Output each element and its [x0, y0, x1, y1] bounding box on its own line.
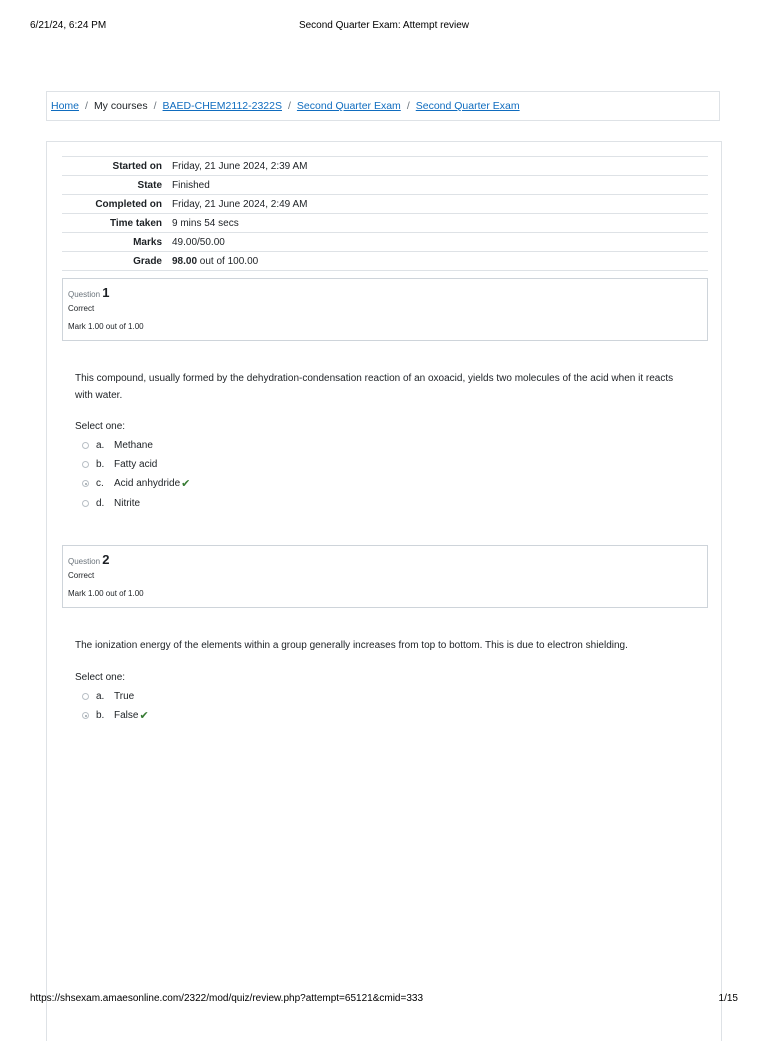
- print-page-title: Second Quarter Exam: Attempt review: [298, 20, 470, 31]
- print-url: https://shsexam.amaesonline.com/2322/mod/quiz/review.php?attempt=65121&cmid=333: [30, 993, 424, 1004]
- summary-row-time-taken: [62, 214, 708, 233]
- radio-button[interactable]: [82, 442, 89, 449]
- breadcrumb-quiz-link[interactable]: Second Quarter Exam: [415, 100, 520, 112]
- answer-option[interactable]: [82, 689, 134, 704]
- option-letter: a.: [96, 691, 105, 702]
- radio-button[interactable]: [82, 461, 89, 468]
- answer-option[interactable]: [82, 457, 157, 472]
- print-datetime: 6/21/24, 6:24 PM: [30, 20, 107, 31]
- option-label: Methane: [114, 440, 153, 451]
- question-2-text: The ionization energy of the elements within a group generally increases from top to bottom. This is due to electron shielding.: [75, 640, 628, 651]
- option-label: Acid anhydride: [114, 478, 181, 489]
- option-letter: c.: [96, 478, 104, 489]
- option-label: Fatty acid: [114, 459, 158, 470]
- summary-label: Marks: [133, 236, 162, 248]
- radio-button[interactable]: [82, 500, 89, 507]
- summary-label: Completed on: [95, 198, 162, 210]
- option-letter: b.: [96, 459, 105, 470]
- option-label: True: [114, 691, 135, 702]
- answer-option-selected[interactable]: [82, 708, 149, 723]
- summary-label: Time taken: [109, 217, 162, 229]
- question-1-text: This compound, usually formed by the dehydration-condensation reaction of an oxoacid, yields two molecules of the acid when it reacts with water.: [75, 373, 674, 401]
- print-page-number: 1/15: [718, 993, 738, 1004]
- summary-row-grade: [62, 252, 708, 271]
- radio-button-checked[interactable]: [82, 712, 89, 719]
- question-grade: Mark 1.00 out of 1.00: [68, 322, 144, 331]
- question-number: Question 2: [68, 552, 110, 567]
- radio-button[interactable]: [82, 693, 89, 700]
- breadcrumb: [46, 91, 720, 121]
- summary-value: Friday, 21 June 2024, 2:39 AM: [172, 160, 308, 172]
- breadcrumb-separator: /: [406, 100, 410, 112]
- breadcrumb-quiz-section-link[interactable]: Second Quarter Exam: [296, 100, 401, 112]
- breadcrumb-separator: /: [288, 100, 291, 112]
- check-icon: ✔: [181, 478, 191, 490]
- breadcrumb-separator: /: [85, 100, 88, 112]
- answer-option[interactable]: [82, 496, 140, 511]
- attempt-review-content: [46, 141, 722, 1041]
- breadcrumb-my-courses: My courses: [93, 100, 148, 112]
- grade-score: 98.00: [172, 255, 198, 267]
- breadcrumb-course-link[interactable]: BAED-CHEM2112-2322S: [162, 100, 282, 112]
- option-letter: d.: [96, 498, 105, 509]
- check-icon: ✔: [139, 710, 149, 722]
- question-2-prompt: Select one:: [75, 672, 126, 683]
- summary-label: Started on: [112, 160, 162, 172]
- summary-value: Finished: [172, 179, 210, 191]
- summary-label: Grade: [133, 255, 162, 267]
- summary-label: State: [137, 179, 162, 191]
- option-label: False: [114, 710, 139, 721]
- answer-option[interactable]: [82, 438, 153, 453]
- question-2-info: [62, 545, 708, 608]
- summary-value: [168, 252, 708, 271]
- summary-value: 9 mins 54 secs: [172, 217, 239, 229]
- question-state: Correct: [68, 304, 95, 313]
- question-number: Question 1: [68, 285, 110, 300]
- question-grade: Mark 1.00 out of 1.00: [68, 589, 144, 598]
- breadcrumb-separator: /: [153, 100, 157, 112]
- summary-value: 49.00/50.00: [172, 236, 225, 248]
- summary-row-completed: [62, 195, 708, 214]
- option-letter: b.: [96, 710, 105, 721]
- question-state: Correct: [68, 571, 95, 580]
- breadcrumb-home-link[interactable]: Home: [51, 100, 80, 112]
- question-1-info: [62, 278, 708, 341]
- attempt-summary-table: [62, 156, 708, 271]
- summary-value: Friday, 21 June 2024, 2:49 AM: [172, 198, 308, 210]
- summary-row-started: [62, 157, 708, 176]
- answer-option-selected[interactable]: [82, 476, 190, 491]
- summary-row-marks: [62, 233, 708, 252]
- option-label: Nitrite: [114, 498, 141, 509]
- question-1-prompt: Select one:: [75, 421, 126, 432]
- summary-row-state: [62, 176, 708, 195]
- radio-button-checked[interactable]: [82, 480, 89, 487]
- option-letter: a.: [96, 440, 105, 451]
- grade-out-of: out of 100.00: [197, 255, 259, 267]
